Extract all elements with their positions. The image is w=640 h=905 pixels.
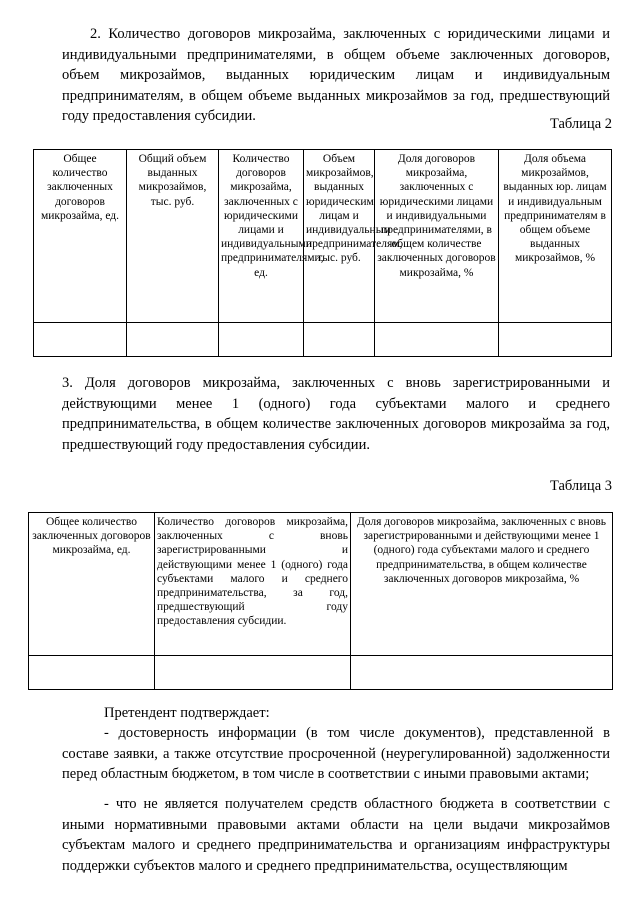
table-header-cell: Доля договоров микрозайма, заключенных с вновь зарегистрированными и действующими менее 1 (одного) года субъектами малого и среднего предпринимательства, в общем количестве заключенных договоров микрозайма, % [351, 513, 613, 656]
table-3 [28, 512, 613, 690]
table-header-cell: Объем микрозаймов, выданных юридическим лицам и индивидуальным предпринимателям, тыс. руб. [304, 150, 375, 323]
table-2-caption: Таблица 2 [549, 116, 612, 132]
table-cell [219, 323, 304, 357]
table-row [29, 656, 613, 690]
table-header-cell: Количество договоров микрозайма, заключенных с вновь зарегистрированными и действующими менее 1 (одного) года субъектами малого и среднего предпринимательства, за год, предшествующий году предоставления субсидии. [155, 513, 351, 656]
section-2-paragraph: 2. Количество договоров микрозайма, заключенных с юридическими лицами и индивидуальными предпринимателями, в общем объеме заключенных договоров, объем микрозаймов, выданных юридическим лицам и индивидуальным предпринимателям, в общем объеме выданных микрозаймов за год, предшествующий году предоставления субсидии. [62, 26, 610, 124]
table-header-cell: Доля договоров микрозайма, заключенных с юридическими лицами и индивидуальными предпринимателями, в общем количестве заключенных договоров микрозайма, % [375, 150, 499, 323]
table-cell [127, 323, 219, 357]
table-header-cell: Общий объем выданных микрозаймов, тыс. руб. [127, 150, 219, 323]
table-header-cell: Общее количество заключенных договоров микрозайма, ед. [29, 513, 155, 656]
table-row [29, 513, 613, 656]
table-3-caption: Таблица 3 [549, 478, 612, 494]
table-cell [34, 323, 127, 357]
table-row [34, 323, 612, 357]
confirm-item-1: - достоверность информации (в том числе документов), представленной в составе заявки, а также отсутствие просроченной (неурегулированной) задолженности перед областным бюджетом, в том числе в соответствии с иными правовыми актами; [62, 725, 610, 782]
table-cell [155, 656, 351, 690]
table-header-cell: Количество договоров микрозайма, заключенных с юридическими лицами и индивидуальными предпринимателями, ед. [219, 150, 304, 323]
table-header-cell: Общее количество заключенных договоров микрозайма, ед. [34, 150, 127, 323]
table-row [34, 150, 612, 323]
table-cell [304, 323, 375, 357]
table-header-cell: Доля объема микрозаймов, выданных юр. лицам и индивидуальным предпринимателям в общем объеме выданных микрозаймов, % [499, 150, 612, 323]
confirm-item-2: - что не является получателем средств областного бюджета в соответствии с иными нормативными правовыми актами области на цели выдачи микрозаймов субъектам малого и среднего предпринимательства и организациям инфраструктуры поддержки субъектов малого и среднего предпринимательства, осуществляющим [62, 796, 610, 874]
table-cell [29, 656, 155, 690]
confirm-intro: Претендент подтверждает: [104, 705, 270, 721]
table-2 [33, 149, 612, 357]
table-cell [375, 323, 499, 357]
table-cell [499, 323, 612, 357]
section-3-paragraph: 3. Доля договоров микрозайма, заключенных с вновь зарегистрированными и действующими менее 1 (одного) года субъектами малого и среднего предпринимательства, в общем количестве заключенных договоров микрозайма за год, предшествующий году предоставления субсидии. [62, 375, 610, 453]
table-cell [351, 656, 613, 690]
